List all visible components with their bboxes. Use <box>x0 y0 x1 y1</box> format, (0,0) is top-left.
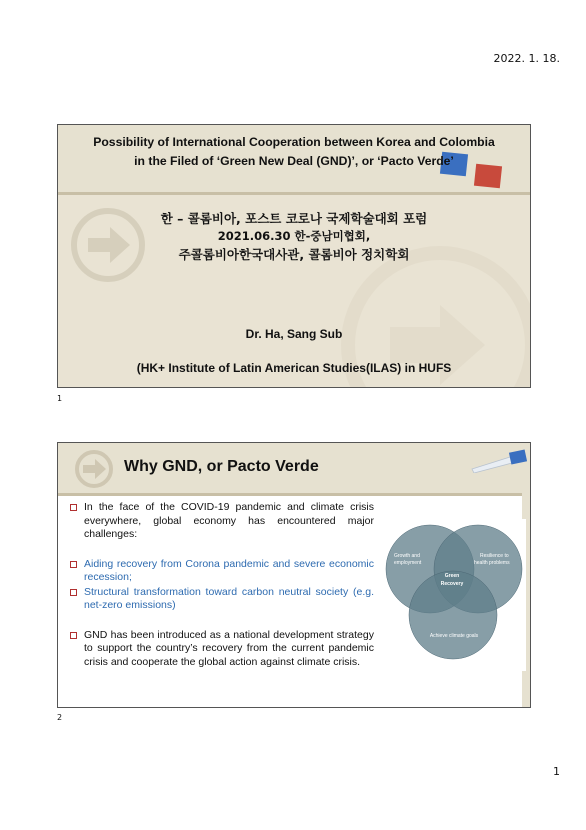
slide-2 <box>57 442 531 708</box>
venn-label-right-1: Resilience to <box>480 553 509 559</box>
list-item: In the face of the COVID-19 pandemic and climate crisis everywhere, global economy has encountered major challenges: <box>68 501 374 542</box>
venn-label-center-2: Recovery <box>440 581 464 587</box>
korean-forum-cohosts: 주콜롬비아한국대사관, 콜롬비아 정치학회 <box>178 247 410 262</box>
venn-diagram <box>378 519 526 671</box>
document-date: 2022. 1. 18. <box>493 52 560 65</box>
korean-forum-name: 한 – 콜롬비아, 포스트 코로나 국제학술대회 포럼 <box>160 211 428 226</box>
slide-1-title-line-1: Possibility of International Cooperation between Korea and Colombia <box>93 135 495 149</box>
slide-1 <box>57 124 531 388</box>
list-item: Aiding recovery from Corona pandemic and severe economic recession; <box>68 558 374 585</box>
slide-2-title: Why GND, or Pacto Verde <box>124 458 319 475</box>
page-number: 1 <box>553 765 560 778</box>
author-institution: (HK+ Institute of Latin American Studies(ILAS) in HUFS <box>136 361 452 375</box>
venn-label-left-1: Growth and <box>394 553 420 559</box>
bullet-list <box>68 501 374 669</box>
pen-decoration-icon <box>470 449 530 473</box>
slide-1-title-line-2: in the Filed of ‘Green New Deal (GND)’, or ‘Pacto Verde’ <box>134 154 454 168</box>
slide-2-number: 2 <box>57 713 63 722</box>
list-item: Structural transformation toward carbon neutral society (e.g. net-zero emissions) <box>68 586 374 613</box>
venn-label-bottom: Achieve climate goals <box>429 633 479 639</box>
author-name: Dr. Ha, Sang Sub <box>245 327 343 341</box>
venn-label-center-1: Green <box>444 573 460 579</box>
slide-1-title <box>58 133 530 171</box>
venn-label-right-2: health problems <box>474 560 510 566</box>
venn-label-left-2: employment <box>394 560 422 566</box>
arrow-circle-icon <box>72 448 116 490</box>
korean-forum-date-host: 2021.06.30 한-중남미협회, <box>217 229 371 243</box>
slide-1-number: 1 <box>57 394 63 403</box>
list-item: GND has been introduced as a national development strategy to support the country’s recovery from the current pandemic crisis and cooperate the global action against climate crisis. <box>68 629 374 670</box>
